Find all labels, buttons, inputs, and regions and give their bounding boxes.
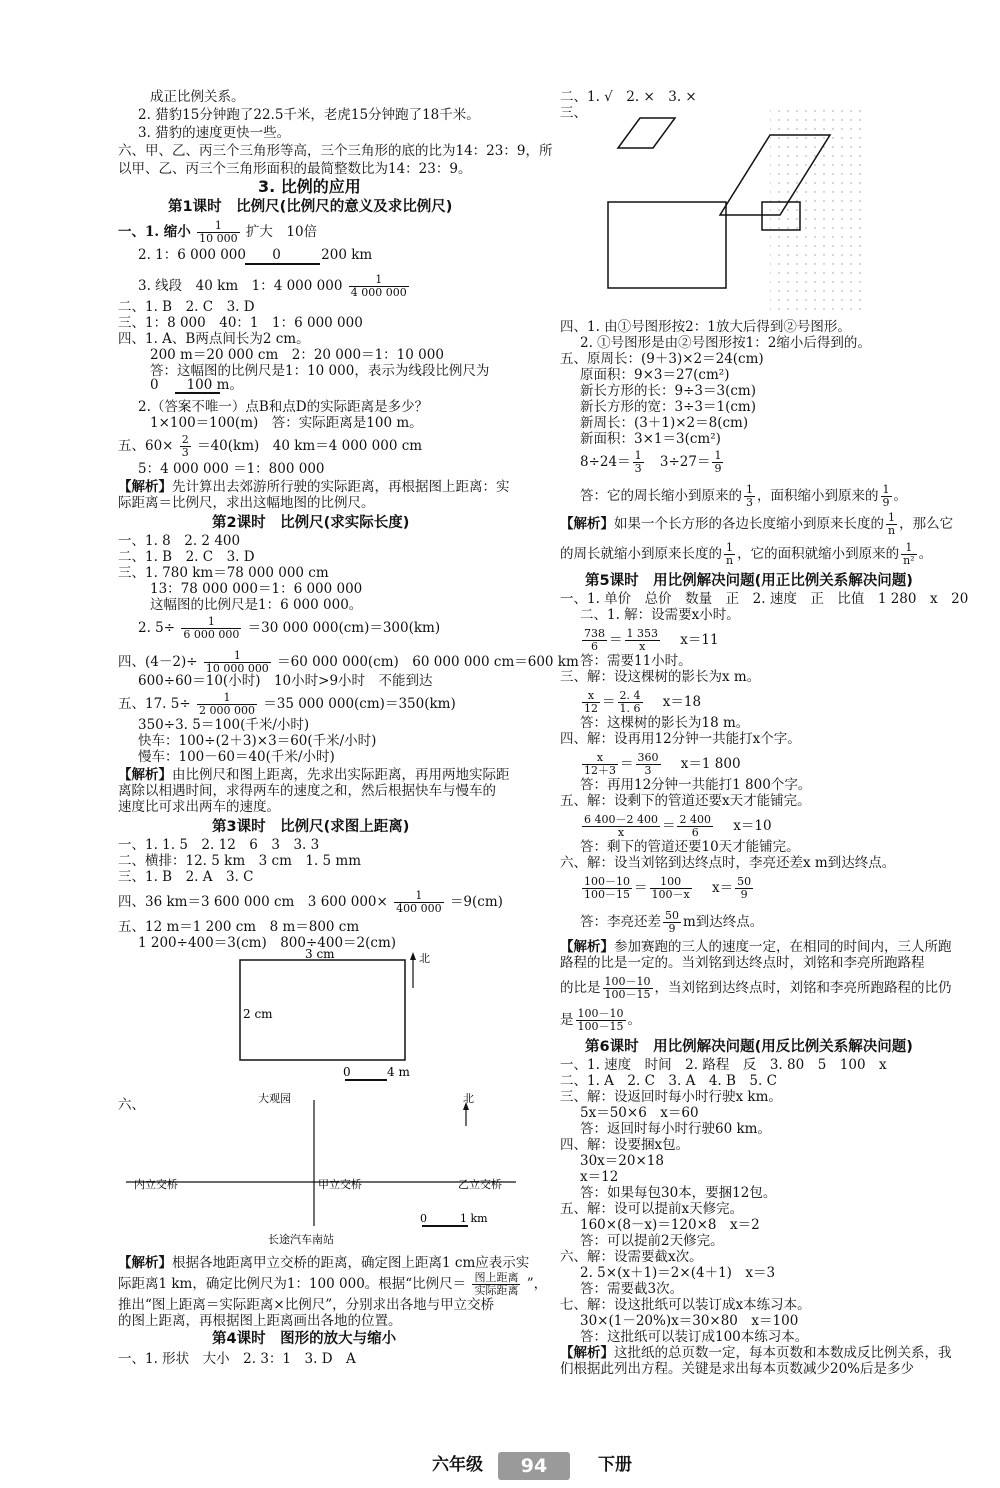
lesson-title: 第6课时 用比例解决问题(用反比例关系解决问题) [585,1039,913,1055]
lesson-title: 第1课时 比例尺(比例尺的意义及求比例尺) [168,199,453,215]
map-scale-km: 1 km [460,1212,488,1225]
map-jiali: 甲立交桥 [318,1178,362,1191]
answer-line: $\frac{738}{6}$ ＝ $\frac{1 353}{x}$ x＝11 [584,627,719,653]
analysis: 速度比可求出两车的速度。 [118,799,280,815]
answer-line: 二、1. 解：设需要x小时。 [580,607,740,623]
analysis: 路程的比是一定的。当刘铭到达终点时，刘铭和李亮所跑路程 [560,955,925,971]
answer-line: 答：如果每包30本，要捆12包。 [580,1185,777,1201]
analysis: 【解析】根据各地距离甲立交桥的距离，确定图上距离1 cm应表示实 [118,1255,530,1271]
scale-zero: 0 [343,1065,351,1079]
answer-line: 一、1. 单价 总价 数量 正 2. 速度 正 比值 1 280 x 20 [560,591,969,607]
analysis: 是 $\frac{100-10}{100-15}$ 。 [560,1007,641,1033]
answer-line: 答：再用12分钟一共能打1 800个字。 [580,777,812,793]
answer-line: 2.（答案不唯一）点B和点D的实际距离是多少？ [138,399,429,415]
map-north: 北 [463,1092,474,1105]
answer-line: 这幅图的比例尺是1：6 000 000。 [150,597,363,613]
volume-label: 下册 [598,1455,632,1475]
answer-line: 四、36 km＝3 600 000 cm 3 600 000× $\frac{1}{400 000}$ ＝9(cm) [118,889,503,915]
text-line: 成正比例关系。 [150,89,245,105]
answer-line: 二、1. A 2. C 3. A 4. B 5. C [560,1073,777,1089]
grade-label: 六年级 [432,1455,483,1475]
answer-line: 5x＝50×6 x＝60 [580,1105,699,1121]
analysis: 的图上距离，再根据图上距离画出各地的位置。 [118,1313,402,1329]
answer-line: 五、原周长：(9＋3)×2＝24(cm) [560,351,764,367]
answer-line: $\frac{x}{12+3}$ ＝ $\frac{360}{3}$ x＝1 800 [584,751,741,777]
answer-line: 答：这批纸可以装订成100本练习本。 [580,1329,809,1345]
answer-line: 五、60× $\frac{2}{3}$ ＝40(km) 40 km＝4 000 000 cm [118,433,423,459]
page-footer [0,1450,1000,1480]
answer-line: $\frac{100-10}{100-15}$ ＝ $\frac{100}{100-x}$ x＝ $\frac{50}{9}$ [584,875,752,901]
answer-line: 五、解：设可以提前x天修完。 [560,1201,744,1217]
page-number: 94 [520,1455,548,1477]
rectangle-figure [225,948,445,1083]
analysis: 际距离1 km，确定比例尺为1：100 000。根据“比例尺＝ $\frac{\text{图上距离}}{\text{实际距离}}$ ”， [118,1271,548,1297]
answer-line: 三、1：8 000 40：1 1：6 000 000 [118,315,363,331]
text-line: 3. 猎豹的速度更快一些。 [138,125,291,141]
answer-line: 三、解：设这棵树的影长为x m。 [560,669,761,685]
answer-line: 四、解：设再用12分钟一共能打x个字。 [560,731,801,747]
map-neili: 内立交桥 [134,1178,178,1191]
scale-bar [175,392,220,394]
answer-line: 答：李亮还差 $\frac{50}{9}$ m到达终点。 [580,909,764,935]
answer-line: 答：它的周长缩小到原来的 $\frac{1}{3}$ ，面积缩小到原来的 $\frac{1}{9}$ 。 [580,483,907,509]
answer-line: 新长方形的宽：3÷3＝1(cm) [580,399,756,415]
answer-line: 160×(8－x)＝120×8 x＝2 [580,1217,760,1233]
answer-line: 3. 线段 40 km 1：4 000 000 $\frac{1}{4 000 000}$ [138,273,407,299]
answer-line: 1×100＝100(m) 答：实际距离是100 m。 [150,415,423,431]
answer-line: 8÷24＝ $\frac{1}{3}$ 3÷27＝ $\frac{1}{9}$ [580,449,722,475]
answer-line: 答：这棵树的影长为18 m。 [580,715,750,731]
question-label: 三、 [560,105,587,121]
answer-line: 四、解：设要捆x包。 [560,1137,690,1153]
answer-line: 二、1. √ 2. × 3. × [560,89,697,105]
answer-line: 三、解：设返回时每小时行驶x km。 [560,1089,782,1105]
analysis: 【解析】如果一个长方形的各边长度缩小到原来长度的 $\frac{1}{n}$ ，那么它 [560,511,954,537]
analysis: 推出“图上距离＝实际距离×比例尺”，分别求出各地与甲立交桥 [118,1297,495,1313]
answer-line: 五、17. 5÷ $\frac{1}{2 000 000}$ ＝35 000 000(cm)＝350(km) [118,691,456,717]
answer-line: $\frac{6 400-2 400}{x}$ ＝ $\frac{2 400}{6}$ x＝10 [584,813,772,839]
text-line: 以甲、乙、丙三个三角形面积的最简整数比为14：23：9。 [118,161,472,177]
answer-line: 答：返回时每小时行驶60 km。 [580,1121,771,1137]
answer-line: x＝12 [580,1169,619,1185]
text-line: 2. 猎豹15分钟跑了22.5千米，老虎15分钟跑了18千米。 [138,107,480,123]
analysis: 【解析】先计算出去郊游所行驶的实际距离，再根据图上距离：实 [118,479,510,495]
map-figure [118,1088,528,1258]
analysis: 【解析】由比例尺和图上距离，先求出实际距离，再用两地实际距 [118,767,510,783]
answer-line: 30×(1－20%)x＝30×80 x＝100 [580,1313,799,1329]
answer-line: 二、1. B 2. C 3. D [118,299,255,315]
answer-line: 答：需要11小时。 [580,653,692,669]
answer-line: 30x＝20×18 [580,1153,664,1169]
north-label: 北 [419,952,430,965]
analysis: 们根据此列出方程。关键是求出每本页数减少20%后是多少 [560,1361,915,1377]
map-yili: 乙立交桥 [458,1178,502,1191]
rect-height-label: 2 cm [243,1007,273,1021]
lesson-title: 第2课时 比例尺(求实际长度) [212,515,410,531]
map-scale-zero: 0 [420,1212,427,1225]
answer-line: 三、1. 780 km＝78 000 000 cm [118,565,329,581]
answer-line: 答：剩下的管道还要10天才能铺完。 [580,839,800,855]
answer-line: 13：78 000 000＝1：6 000 000 [150,581,363,597]
scale-bar [245,263,320,265]
scale-four: 4 m [387,1065,410,1079]
answer-line: 350÷3. 5＝100(千米/小时) [138,717,310,733]
answer-line: 六、解：设需要截x次。 [560,1249,703,1265]
answer-line: 2. 5÷ $\frac{1}{6 000 000}$ ＝30 000 000(cm)＝300(km) [138,615,441,641]
answer-line: 原面积：9×3＝27(cm²) [580,367,730,383]
answer-line: 一、1. 1. 5 2. 12 6 3 3. 3 [118,837,320,853]
answer-line: 一、1. 速度 时间 2. 路程 反 3. 80 5 100 x [560,1057,887,1073]
answer-line: 5：4 000 000 ＝1：800 000 [138,461,325,477]
lesson-title: 第4课时 图形的放大与缩小 [212,1331,397,1347]
answer-line: 三、1. B 2. A 3. C [118,869,254,885]
answer-line: 答：这幅图的比例尺是1：10 000，表示为线段比例尺为 [150,363,490,379]
map-daguanyuan: 大观园 [258,1092,291,1105]
analysis: 离除以相遇时间，求得两车的速度之和，然后根据快车与慢车的 [118,783,496,799]
question-label: 六、 [118,1097,145,1113]
answer-line: 六、解：设当刘铭到达终点时，李亮还差x m到达终点。 [560,855,896,871]
answer-line: 五、解：设剩下的管道还要x天才能铺完。 [560,793,811,809]
analysis: 【解析】参加赛跑的三人的速度一定，在相同的时间内，三人所跑 [560,939,952,955]
answer-line: 2. ①号图形是由②号图形按1：2缩小后得到的。 [580,335,871,351]
answer-line: 2. 1：6 000 000 0 200 km [138,247,373,263]
analysis: 的周长就缩小到原来长度的 $\frac{1}{n}$ ，它的面积就缩小到原来的 $\frac{1}{\text{n²}}$ 。 [560,541,933,567]
answer-line: 二、1. B 2. C 3. D [118,549,255,565]
lesson-title: 第5课时 用比例解决问题(用正比例关系解决问题) [585,573,913,589]
answer-line: $\frac{x}{12}$ ＝ $\frac{2. 4}{1. 6}$ x＝18 [584,689,702,715]
answer-line: 四、1. 由①号图形按2：1放大后得到②号图形。 [560,319,851,335]
map-station: 长途汽车南站 [268,1233,334,1246]
analysis: 的比是 $\frac{100-10}{100-15}$ ，当刘铭到达终点时，刘铭和李亮所跑路程的比仍 [560,975,952,1001]
answer-line: 答：需要截3次。 [580,1281,684,1297]
answer-line: 新面积：3×1＝3(cm²) [580,431,721,447]
scale-line: 0 100 m。 [150,377,243,393]
answer-line: 快车：100÷(2＋3)×3＝60(千米/小时) [138,733,377,749]
answer-line: 一、1. 缩小 $\frac{1}{10 000}$ 扩大 10倍 [118,219,318,245]
answer-line: 一、1. 形状 大小 2. 3：1 3. D A [118,1351,356,1367]
answer-line: 二、横排：12. 5 km 3 cm 1. 5 mm [118,853,362,869]
answer-line: 200 m＝20 000 cm 2：20 000＝1：10 000 [150,347,444,363]
right-column [540,0,1000,1450]
answer-line: 四、(4－2)÷ $\frac{1}{10 000 000}$ ＝60 000 000(cm) 60 000 000 cm＝600 km [118,649,579,675]
answer-line: 四、1. A、B两点间长为2 cm。 [118,331,310,347]
answer-line: 五、12 m＝1 200 cm 8 m＝800 cm [118,919,360,935]
text-line: 六、甲、乙、丙三个三角形等高，三个三角形的底的比为14：23：9，所 [118,143,553,159]
page-number-badge [498,1452,570,1480]
analysis: 际距离＝比例尺，求出这幅地图的比例尺。 [118,495,375,511]
answer-line: 慢车：100－60＝40(千米/小时) [138,749,335,765]
lesson-title: 第3课时 比例尺(求图上距离) [212,819,410,835]
answer-line: 新周长：(3＋1)×2＝8(cm) [580,415,749,431]
answer-line: 2. 5×(x＋1)＝2×(4＋1) x＝3 [580,1265,776,1281]
answer-line: 600÷60＝10(小时) 10小时>9小时 不能到达 [138,673,433,689]
section-title: 3. 比例的应用 [258,177,361,196]
answer-line: 新长方形的长：9÷3＝3(cm) [580,383,756,399]
rect-width-label: 3 cm [305,948,335,961]
grid-figure [580,110,870,320]
answer-line: 一、1. 8 2. 2 400 [118,533,241,549]
answer-line: 七、解：设这批纸可以装订成x本练习本。 [560,1297,811,1313]
answer-line: 答：可以提前2天修完。 [580,1233,724,1249]
analysis: 【解析】这批纸的总页数一定，每本页数和本数成反比例关系，我 [560,1345,952,1361]
answer-line: 1 200÷400＝3(cm) 800÷400＝2(cm) [138,935,397,951]
